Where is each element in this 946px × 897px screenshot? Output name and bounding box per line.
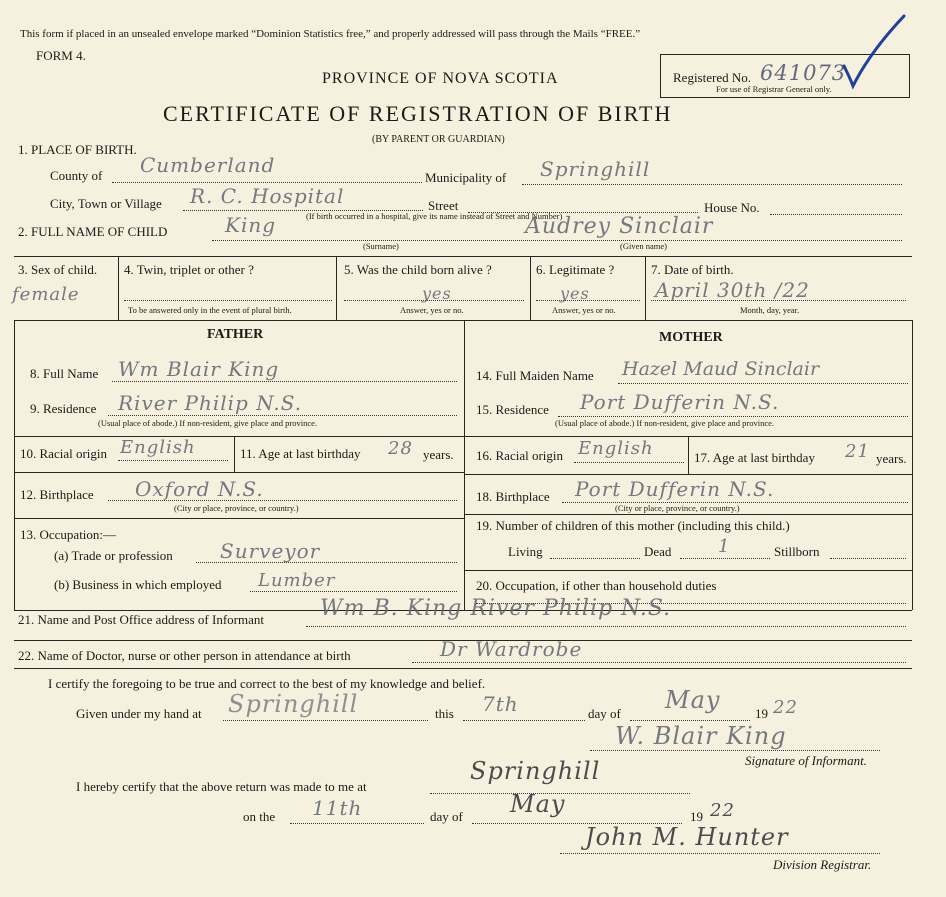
- rule-mother-children: [464, 514, 912, 515]
- child-surname: King: [225, 213, 277, 237]
- mail-notice: This form if placed in an unsealed envelope marked “Dominion Statistics free,” and properly addressed will pass through the Mails “FREE.”: [20, 28, 641, 40]
- dead-value: 1: [718, 536, 731, 557]
- mother-birthplace-value: Port Dufferin N.S.: [575, 477, 775, 501]
- legitimate-note: Answer, yes or no.: [552, 305, 616, 315]
- informant-signature-label: Signature of Informant.: [745, 753, 867, 768]
- mother-age-value: 21: [845, 441, 870, 462]
- twin-label: 4. Twin, triplet or other ?: [124, 262, 254, 277]
- place-of-birth-heading: 1. PLACE OF BIRTH.: [18, 142, 137, 157]
- registrar-place-value: Springhill: [470, 757, 601, 785]
- father-residence-line: [108, 415, 457, 416]
- day-line: [463, 720, 585, 721]
- informant-signature-line: [590, 750, 880, 751]
- registrar-day-of-label: day of: [430, 809, 463, 824]
- county-label: County of: [50, 168, 103, 183]
- informant-value: Wm B. King River Philip N.S.: [320, 596, 672, 621]
- living-line: [550, 558, 640, 559]
- alive-label: 5. Was the child born alive ?: [344, 262, 492, 277]
- doctor-line: [412, 662, 906, 663]
- checkmark-icon: [838, 12, 908, 90]
- stillborn-line: [830, 558, 906, 559]
- month-line: [630, 720, 750, 721]
- municipality-line: [522, 184, 902, 185]
- father-name-line: [112, 381, 457, 382]
- rule-right: [912, 320, 913, 610]
- registrar-year-printed: 19: [690, 809, 703, 824]
- mother-years-label: years.: [876, 451, 907, 466]
- given-place-value: Springhill: [228, 690, 359, 718]
- father-name-value: Wm Blair King: [118, 357, 280, 381]
- county-value: Cumberland: [140, 153, 276, 177]
- informant-signature: W. Blair King: [615, 722, 787, 750]
- year-value: 22: [773, 697, 798, 718]
- twin-note: To be answered only in the event of plural birth.: [128, 305, 292, 315]
- dead-line: [680, 558, 770, 559]
- house-line: [770, 214, 902, 215]
- date-note: Month, day, year.: [740, 305, 800, 315]
- legitimate-value: yes: [560, 284, 590, 303]
- registrar-day-value: 11th: [312, 796, 363, 820]
- registered-number: 641073: [760, 61, 847, 85]
- children-label: 19. Number of children of this mother (including this child.): [476, 518, 790, 533]
- mother-birthplace-note: (City or place, province, or country.): [615, 503, 740, 513]
- doctor-value: Dr Wardrobe: [440, 637, 583, 661]
- mother-name-value: Hazel Maud Sinclair: [622, 358, 820, 380]
- father-residence-label: 9. Residence: [30, 401, 97, 416]
- rule-doctor-bottom: [14, 668, 912, 669]
- rule-middle: [464, 320, 465, 610]
- certificate-title: CERTIFICATE OF REGISTRATION OF BIRTH: [163, 101, 673, 126]
- informant-line: [306, 626, 906, 627]
- city-value: R. C. Hospital: [190, 184, 345, 208]
- father-business-label: (b) Business in which employed: [54, 577, 222, 592]
- mother-residence-label: 15. Residence: [476, 402, 549, 417]
- mother-racial-value: English: [578, 438, 654, 459]
- given-name-note: (Given name): [620, 241, 667, 251]
- father-racial-label: 10. Racial origin: [20, 446, 108, 461]
- child-name-line: [212, 240, 902, 241]
- city-label: City, Town or Village: [50, 196, 162, 211]
- date-value: April 30th /22: [655, 278, 810, 302]
- registrar-signature-line: [560, 853, 880, 854]
- rule-v4: [645, 256, 646, 320]
- house-label: House No.: [704, 200, 760, 215]
- sex-label: 3. Sex of child.: [18, 262, 98, 277]
- county-line: [112, 182, 422, 183]
- registered-label: Registered No.: [673, 70, 751, 85]
- rule-v3: [530, 256, 531, 320]
- child-name-label: 2. FULL NAME OF CHILD: [18, 224, 168, 239]
- father-age-value: 28: [388, 438, 413, 459]
- month-value: May: [665, 686, 721, 714]
- father-business-value: Lumber: [258, 570, 336, 591]
- day-value: 7th: [482, 692, 519, 716]
- rule-row3-top: [14, 256, 912, 257]
- rule-mother-racial-top: [464, 436, 912, 437]
- mother-racial-line: [574, 462, 684, 463]
- rule-mother-age: [688, 436, 689, 474]
- mother-age-label: 17. Age at last birthday: [694, 450, 815, 465]
- mother-residence-value: Port Dufferin N.S.: [580, 390, 780, 414]
- municipality-value: Springhill: [540, 157, 651, 181]
- on-the-label: on the: [243, 809, 276, 824]
- father-birthplace-value: Oxford N.S.: [135, 477, 264, 501]
- certificate-subtitle: (BY PARENT OR GUARDIAN): [372, 134, 505, 145]
- registrar-day-line: [290, 823, 424, 824]
- dead-label: Dead: [644, 544, 672, 559]
- certify-statement: I certify the foregoing to be true and correct to the best of my knowledge and belief.: [48, 676, 486, 691]
- form-number: FORM 4.: [36, 48, 86, 63]
- registrar-signature-label: Division Registrar.: [773, 857, 872, 872]
- registrar-month-value: May: [510, 790, 566, 818]
- father-abode-note: (Usual place of abode.) If non-resident, give place and province.: [98, 418, 318, 428]
- father-birthplace-label: 12. Birthplace: [20, 487, 94, 502]
- father-trade-value: Surveyor: [220, 539, 321, 563]
- mother-occupation-label: 20. Occupation, if other than household duties: [476, 578, 717, 593]
- mother-abode-note: (Usual place of abode.) If non-resident, give place and province.: [555, 418, 775, 428]
- registrar-statement: I hereby certify that the above return was made to me at: [76, 779, 367, 794]
- stillborn-label: Stillborn: [774, 544, 820, 559]
- father-birthplace-note: (City or place, province, or country.): [174, 503, 299, 513]
- alive-note: Answer, yes or no.: [400, 305, 464, 315]
- rule-mother-racial-bottom: [464, 474, 912, 475]
- sex-value: female: [12, 284, 80, 305]
- mother-residence-line: [558, 416, 908, 417]
- informant-label: 21. Name and Post Office address of Informant: [18, 612, 264, 627]
- mother-birthplace-label: 18. Birthplace: [476, 489, 550, 504]
- father-residence-value: River Philip N.S.: [118, 391, 303, 415]
- rule-left: [14, 320, 15, 610]
- municipality-label: Municipality of: [425, 170, 507, 185]
- province-heading: PROVINCE OF NOVA SCOTIA: [322, 70, 559, 87]
- child-given-name: Audrey Sinclair: [525, 214, 714, 239]
- twin-line: [124, 300, 332, 301]
- given-place-line: [223, 720, 428, 721]
- legitimate-label: 6. Legitimate ?: [536, 262, 615, 277]
- day-of-label: day of: [588, 706, 621, 721]
- street-label: Street: [428, 198, 459, 213]
- father-heading: FATHER: [207, 327, 264, 342]
- given-label: Given under my hand at: [76, 706, 202, 721]
- mother-heading: MOTHER: [659, 330, 723, 345]
- rule-v2: [336, 256, 337, 320]
- rule-father-racial-bottom: [14, 472, 464, 473]
- living-label: Living: [508, 544, 543, 559]
- registrar-year-value: 22: [710, 800, 735, 821]
- father-occupation-label: 13. Occupation:—: [20, 527, 117, 542]
- father-racial-line: [118, 460, 228, 461]
- alive-value: yes: [422, 284, 452, 303]
- rule-father-age: [234, 436, 235, 472]
- mother-name-line: [618, 383, 908, 384]
- doctor-label: 22. Name of Doctor, nurse or other person in attendance at birth: [18, 648, 351, 663]
- this-label: this: [435, 706, 454, 721]
- mother-racial-label: 16. Racial origin: [476, 448, 564, 463]
- father-racial-value: English: [120, 437, 196, 458]
- father-trade-label: (a) Trade or profession: [54, 548, 173, 563]
- hospital-note: (If birth occurred in a hospital, give its name instead of Street and Number): [306, 211, 563, 221]
- rule-row3-bottom: [14, 320, 912, 321]
- father-age-label: 11. Age at last birthday: [240, 446, 361, 461]
- year-printed: 19: [755, 706, 768, 721]
- father-name-label: 8. Full Name: [30, 366, 99, 381]
- rule-mother-occupation: [464, 570, 912, 571]
- registrar-signature: John M. Hunter: [585, 823, 789, 851]
- mother-name-label: 14. Full Maiden Name: [476, 368, 594, 383]
- registrar-note: For use of Registrar General only.: [716, 84, 832, 94]
- rule-father-racial-top: [14, 436, 464, 437]
- date-label: 7. Date of birth.: [651, 262, 734, 277]
- surname-note: (Surname): [363, 241, 399, 251]
- rule-v1: [118, 256, 119, 320]
- father-years-label: years.: [423, 447, 454, 462]
- rule-father-occupation: [14, 518, 464, 519]
